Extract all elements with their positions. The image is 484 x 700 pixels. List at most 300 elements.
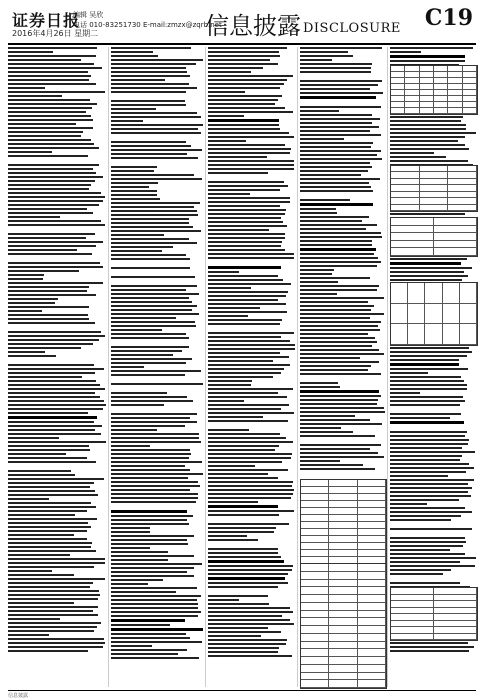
text-line bbox=[8, 461, 96, 463]
text-line bbox=[300, 166, 372, 168]
text-line bbox=[208, 543, 252, 546]
text-line bbox=[8, 384, 100, 386]
text-line bbox=[8, 388, 105, 390]
text-line bbox=[8, 155, 88, 157]
text-line bbox=[300, 277, 370, 279]
text-line bbox=[111, 539, 187, 541]
text-line bbox=[8, 376, 82, 378]
text-column bbox=[208, 47, 295, 687]
text-line bbox=[208, 627, 268, 629]
text-line bbox=[390, 152, 434, 154]
text-line bbox=[111, 132, 201, 134]
text-line bbox=[208, 107, 285, 109]
text-line bbox=[111, 378, 151, 381]
text-line bbox=[8, 119, 93, 121]
text-line bbox=[111, 258, 190, 260]
text-line bbox=[111, 267, 190, 269]
table-cell bbox=[329, 515, 357, 522]
text-line bbox=[111, 461, 202, 463]
text-line bbox=[111, 198, 160, 200]
text-line bbox=[8, 634, 49, 636]
text-line bbox=[8, 208, 87, 210]
text-line bbox=[390, 128, 466, 130]
text-line bbox=[390, 144, 465, 146]
text-line bbox=[390, 60, 465, 62]
text-line bbox=[300, 386, 340, 388]
text-line bbox=[111, 657, 199, 659]
text-line bbox=[208, 465, 255, 467]
table-cell bbox=[358, 536, 386, 543]
text-line bbox=[8, 314, 88, 316]
text-line bbox=[208, 103, 275, 105]
text-line bbox=[208, 518, 261, 521]
text-line bbox=[111, 527, 150, 529]
table-cell bbox=[329, 611, 357, 619]
text-line bbox=[390, 380, 464, 382]
text-line bbox=[300, 305, 374, 307]
text-line bbox=[111, 358, 192, 360]
text-line bbox=[8, 590, 99, 592]
text-line bbox=[300, 134, 381, 136]
text-line bbox=[390, 156, 446, 158]
text-line bbox=[300, 349, 379, 351]
table-cell bbox=[329, 657, 357, 665]
text-line bbox=[390, 479, 474, 481]
text-line bbox=[300, 444, 381, 446]
text-line bbox=[300, 399, 378, 401]
table-cell bbox=[358, 642, 386, 650]
table-cell bbox=[358, 515, 386, 522]
text-line bbox=[208, 647, 279, 649]
table-cell bbox=[358, 543, 386, 550]
text-line bbox=[300, 162, 370, 164]
text-line bbox=[111, 433, 199, 435]
text-line bbox=[300, 415, 355, 417]
text-line bbox=[8, 530, 87, 532]
text-line bbox=[111, 366, 144, 368]
table-cell bbox=[358, 501, 386, 508]
text-line bbox=[8, 482, 94, 484]
table-cell bbox=[301, 501, 329, 508]
text-line bbox=[8, 429, 95, 431]
text-line bbox=[300, 365, 371, 367]
text-line bbox=[8, 224, 105, 226]
text-line bbox=[390, 561, 460, 563]
text-line bbox=[111, 579, 163, 581]
text-line bbox=[8, 522, 88, 524]
text-line bbox=[300, 154, 377, 156]
table-cell bbox=[391, 304, 408, 325]
text-line bbox=[111, 87, 197, 89]
table-cell bbox=[408, 324, 425, 345]
text-line bbox=[8, 502, 91, 504]
text-line bbox=[8, 143, 94, 145]
text-line bbox=[208, 55, 280, 57]
text-line bbox=[111, 441, 201, 443]
text-line bbox=[111, 587, 197, 589]
text-line bbox=[390, 565, 475, 567]
text-line bbox=[111, 501, 196, 503]
text-line bbox=[300, 435, 375, 437]
table-cell bbox=[420, 108, 434, 114]
text-line bbox=[111, 497, 198, 499]
text-line bbox=[208, 128, 280, 130]
text-line bbox=[111, 510, 187, 513]
text-line bbox=[111, 392, 167, 394]
text-line bbox=[111, 120, 143, 122]
text-line bbox=[390, 417, 450, 419]
text-line bbox=[8, 95, 62, 97]
text-line bbox=[111, 153, 187, 155]
text-line bbox=[111, 599, 197, 601]
text-line bbox=[300, 212, 337, 214]
data-table bbox=[390, 165, 478, 212]
table-cell bbox=[301, 564, 329, 572]
text-line bbox=[208, 124, 279, 126]
text-line bbox=[208, 115, 244, 117]
footer-note: 信息披露 bbox=[8, 693, 29, 699]
text-line bbox=[300, 186, 371, 188]
table-cell bbox=[329, 508, 357, 515]
text-line bbox=[111, 374, 185, 376]
text-line bbox=[300, 75, 356, 78]
text-line bbox=[208, 140, 246, 142]
text-line bbox=[208, 79, 287, 81]
text-line bbox=[111, 465, 185, 467]
table-cell bbox=[329, 480, 357, 487]
text-line bbox=[8, 212, 93, 214]
text-line bbox=[111, 555, 194, 557]
text-line bbox=[111, 575, 194, 577]
text-line bbox=[300, 208, 336, 210]
text-line bbox=[8, 474, 75, 476]
table-cell bbox=[358, 665, 386, 673]
text-line bbox=[111, 473, 203, 475]
text-line bbox=[111, 141, 186, 143]
text-line bbox=[8, 449, 90, 451]
text-line bbox=[111, 214, 198, 216]
text-line bbox=[111, 170, 154, 172]
text-line bbox=[111, 71, 187, 73]
text-line bbox=[208, 615, 282, 617]
text-line bbox=[208, 91, 245, 93]
text-line bbox=[111, 51, 153, 53]
text-line bbox=[8, 192, 101, 194]
text-line bbox=[208, 643, 286, 645]
text-line bbox=[208, 590, 275, 593]
text-line bbox=[208, 619, 290, 621]
editor-line: 编辑 吴欣 bbox=[73, 11, 104, 19]
text-line bbox=[111, 543, 188, 545]
text-line bbox=[208, 360, 273, 362]
text-line bbox=[111, 230, 201, 232]
text-line bbox=[111, 437, 199, 439]
table-cell bbox=[329, 680, 357, 688]
text-line bbox=[208, 384, 251, 386]
text-line bbox=[390, 413, 461, 415]
table-cell bbox=[301, 543, 329, 550]
table-cell bbox=[329, 618, 357, 626]
text-line bbox=[208, 424, 262, 427]
text-line bbox=[300, 341, 377, 343]
text-line bbox=[300, 321, 381, 323]
table-cell bbox=[405, 108, 419, 114]
text-line bbox=[390, 347, 469, 349]
text-line bbox=[300, 110, 339, 112]
text-line bbox=[300, 313, 384, 315]
text-line bbox=[208, 372, 281, 374]
text-line bbox=[300, 47, 382, 49]
text-line bbox=[8, 486, 90, 488]
text-line bbox=[300, 118, 380, 120]
table-cell bbox=[301, 634, 329, 642]
text-line bbox=[8, 646, 103, 648]
text-line bbox=[111, 383, 203, 385]
text-line bbox=[390, 116, 463, 118]
text-line bbox=[208, 493, 293, 495]
text-line bbox=[300, 289, 377, 291]
text-line bbox=[208, 433, 280, 435]
text-line bbox=[8, 147, 99, 149]
text-line bbox=[111, 313, 199, 315]
text-line bbox=[8, 558, 105, 560]
text-line bbox=[208, 336, 281, 338]
table-cell bbox=[391, 205, 420, 211]
text-line bbox=[8, 470, 71, 472]
header-rule bbox=[8, 43, 476, 45]
text-line bbox=[208, 539, 258, 541]
text-line bbox=[8, 257, 49, 260]
text-line bbox=[8, 542, 92, 544]
data-table bbox=[300, 479, 387, 565]
text-line bbox=[8, 574, 74, 576]
table-cell bbox=[329, 665, 357, 673]
text-line bbox=[8, 598, 98, 600]
text-line bbox=[208, 380, 252, 382]
text-line bbox=[8, 351, 45, 353]
column-divider bbox=[108, 47, 109, 687]
table-cell bbox=[301, 595, 329, 603]
text-line bbox=[390, 400, 465, 402]
text-line bbox=[111, 210, 197, 212]
text-line bbox=[208, 111, 293, 113]
text-line bbox=[111, 75, 190, 77]
text-line bbox=[208, 217, 281, 219]
table-cell bbox=[301, 618, 329, 626]
text-line bbox=[8, 347, 81, 349]
text-line bbox=[8, 79, 89, 81]
text-line bbox=[8, 47, 97, 49]
text-line bbox=[390, 213, 465, 215]
table-cell bbox=[329, 529, 357, 536]
text-line bbox=[390, 140, 458, 142]
text-column bbox=[8, 47, 106, 687]
table-cell bbox=[460, 304, 477, 325]
text-line bbox=[208, 291, 288, 293]
table-cell bbox=[434, 108, 448, 114]
text-line bbox=[390, 384, 467, 386]
text-line bbox=[208, 229, 269, 231]
text-line bbox=[390, 372, 428, 374]
text-line bbox=[208, 603, 269, 605]
text-line bbox=[8, 400, 104, 402]
table-cell bbox=[329, 587, 357, 595]
text-line bbox=[208, 245, 281, 247]
text-line bbox=[111, 100, 185, 102]
text-line bbox=[208, 582, 288, 584]
text-line bbox=[8, 83, 96, 85]
text-line bbox=[300, 142, 373, 144]
column-divider bbox=[297, 47, 298, 687]
table-cell bbox=[408, 283, 425, 304]
text-line bbox=[390, 537, 465, 539]
text-line bbox=[8, 642, 105, 644]
text-line bbox=[8, 200, 103, 202]
text-line bbox=[300, 150, 381, 152]
text-line bbox=[208, 416, 263, 418]
text-line bbox=[111, 505, 176, 508]
text-line bbox=[208, 197, 290, 199]
text-line bbox=[8, 282, 103, 284]
table-cell bbox=[329, 626, 357, 634]
text-line bbox=[390, 467, 474, 469]
text-line bbox=[111, 309, 192, 311]
text-line bbox=[390, 549, 450, 551]
text-line bbox=[208, 514, 279, 516]
text-line bbox=[300, 182, 369, 184]
text-line bbox=[390, 455, 462, 457]
text-line bbox=[8, 290, 87, 292]
text-line bbox=[111, 297, 189, 299]
text-line bbox=[111, 234, 164, 236]
text-line bbox=[111, 408, 167, 411]
text-line bbox=[111, 346, 189, 348]
text-line bbox=[390, 451, 475, 453]
text-line bbox=[111, 619, 185, 622]
text-line bbox=[390, 491, 468, 493]
text-line bbox=[111, 611, 201, 613]
text-line bbox=[111, 194, 157, 196]
text-line bbox=[8, 196, 105, 198]
text-line bbox=[390, 582, 460, 584]
column-divider bbox=[387, 47, 388, 687]
text-line bbox=[300, 460, 340, 462]
text-line bbox=[8, 437, 59, 439]
text-line bbox=[208, 152, 290, 154]
table-cell bbox=[329, 642, 357, 650]
table-cell bbox=[425, 324, 442, 345]
text-line bbox=[111, 95, 163, 98]
text-line bbox=[8, 139, 91, 141]
table-cell bbox=[301, 480, 329, 487]
text-line bbox=[111, 595, 201, 597]
text-line bbox=[208, 332, 294, 334]
text-line bbox=[208, 535, 247, 537]
text-line bbox=[390, 515, 461, 517]
text-line bbox=[8, 172, 96, 174]
text-line bbox=[8, 131, 83, 133]
text-line bbox=[300, 88, 370, 90]
text-line bbox=[111, 182, 158, 184]
text-line bbox=[300, 325, 378, 327]
text-line bbox=[300, 411, 385, 413]
text-line bbox=[208, 595, 268, 597]
text-line bbox=[300, 190, 373, 192]
text-line bbox=[390, 351, 472, 353]
text-line bbox=[208, 400, 244, 402]
text-line bbox=[390, 507, 465, 509]
text-line bbox=[300, 51, 348, 53]
text-line bbox=[111, 293, 199, 295]
table-cell bbox=[463, 108, 477, 114]
table-cell bbox=[329, 673, 357, 681]
text-line bbox=[300, 357, 360, 359]
text-line bbox=[300, 174, 361, 176]
text-line bbox=[208, 412, 294, 414]
newspaper-logo: 证券日报 bbox=[12, 11, 81, 30]
text-line bbox=[390, 124, 466, 126]
text-line bbox=[208, 136, 294, 138]
text-line bbox=[300, 468, 375, 470]
text-line bbox=[208, 497, 291, 499]
table-cell bbox=[329, 494, 357, 501]
text-line bbox=[208, 261, 271, 264]
text-line bbox=[208, 611, 293, 613]
text-line bbox=[390, 528, 472, 530]
text-line bbox=[8, 408, 103, 410]
text-line bbox=[8, 253, 92, 255]
text-line bbox=[390, 545, 463, 547]
text-line bbox=[111, 400, 193, 402]
text-line bbox=[208, 565, 293, 567]
text-line bbox=[300, 55, 353, 57]
text-line bbox=[390, 136, 465, 138]
text-line bbox=[300, 361, 379, 363]
text-line bbox=[208, 253, 294, 255]
text-line bbox=[8, 135, 81, 137]
text-line bbox=[208, 189, 280, 191]
table-cell bbox=[329, 634, 357, 642]
text-line bbox=[111, 645, 152, 647]
text-line bbox=[300, 265, 377, 267]
text-line bbox=[8, 606, 98, 608]
text-line bbox=[208, 237, 285, 239]
text-line bbox=[8, 237, 86, 239]
text-line bbox=[208, 577, 285, 580]
text-line bbox=[390, 271, 464, 273]
text-line bbox=[300, 317, 370, 319]
text-line bbox=[208, 303, 286, 305]
table-cell bbox=[460, 283, 477, 304]
text-line bbox=[300, 261, 381, 263]
text-line bbox=[8, 63, 94, 65]
text-line bbox=[390, 541, 466, 543]
text-line bbox=[8, 339, 99, 341]
text-line bbox=[300, 345, 372, 347]
page-header bbox=[0, 0, 484, 44]
text-line bbox=[208, 63, 278, 65]
text-line bbox=[208, 651, 278, 653]
text-line bbox=[208, 631, 281, 633]
text-line bbox=[208, 376, 273, 378]
text-line bbox=[208, 477, 278, 479]
text-line bbox=[111, 149, 202, 151]
text-line bbox=[300, 158, 382, 160]
text-line bbox=[8, 318, 89, 320]
text-line bbox=[390, 503, 427, 505]
text-line bbox=[208, 344, 295, 346]
text-line bbox=[390, 148, 469, 150]
